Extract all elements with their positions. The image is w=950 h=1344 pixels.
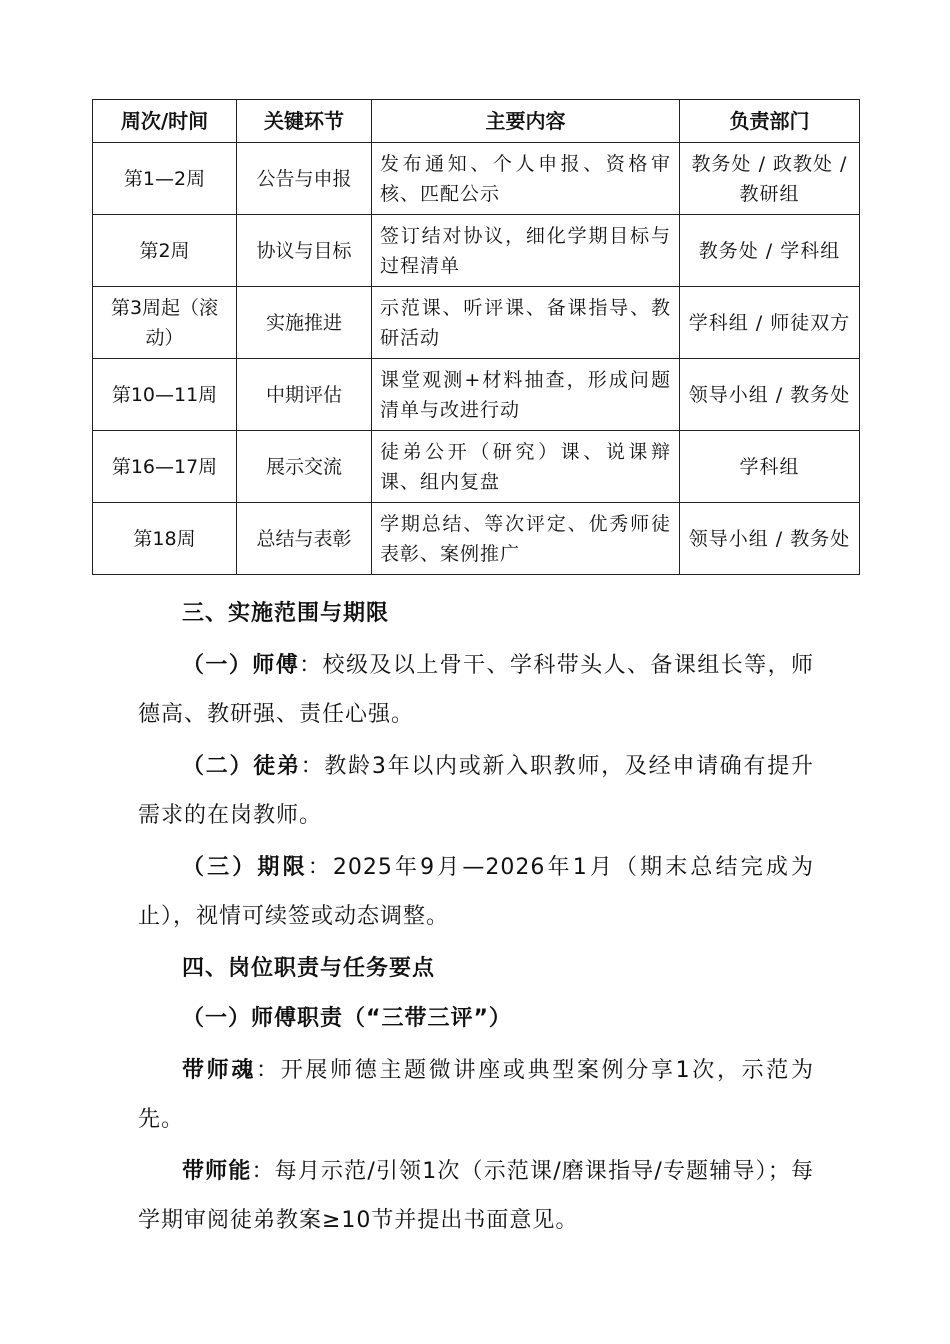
cell-content: 示范课、听评课、备课指导、教研活动 [372, 287, 680, 359]
cell-week: 第2周 [93, 215, 237, 287]
cell-stage: 公告与申报 [237, 143, 372, 215]
schedule-table [92, 99, 860, 575]
text-term: ：2025年9月—2026年1月（期末总结完成为止），视情可续签或动态调整。 [138, 855, 814, 929]
cell-week: 第3周起（滚动） [93, 287, 237, 359]
cell-content: 发布通知、个人申报、资格审核、匹配公示 [372, 143, 680, 215]
header-content: 主要内容 [372, 100, 680, 143]
table-row [93, 359, 860, 431]
cell-dept: 领导小组 / 教务处 [680, 359, 860, 431]
table-row [93, 143, 860, 215]
cell-stage: 总结与表彰 [237, 503, 372, 575]
body-text [138, 588, 814, 1245]
cell-dept: 教务处 / 学科组 [680, 215, 860, 287]
table-row [93, 503, 860, 575]
paragraph-ability [138, 1147, 814, 1245]
label-ability: 带师能 [182, 1159, 252, 1184]
section-heading-scope: 三、实施范围与期限 [182, 601, 390, 626]
cell-dept: 学科组 / 师徒双方 [680, 287, 860, 359]
paragraph-apprentice [138, 742, 814, 840]
text-apprentice: ：教龄3年以内或新入职教师，及经申请确有提升需求的在岗教师。 [138, 754, 814, 828]
cell-dept: 教务处 / 政教处 / 教研组 [680, 143, 860, 215]
cell-stage: 展示交流 [237, 431, 372, 503]
table-row [93, 431, 860, 503]
cell-dept: 领导小组 / 教务处 [680, 503, 860, 575]
paragraph-term [138, 843, 814, 941]
cell-content: 学期总结、等次评定、优秀师徒表彰、案例推广 [372, 503, 680, 575]
table-row [93, 215, 860, 287]
header-dept: 负责部门 [680, 100, 860, 143]
cell-stage: 中期评估 [237, 359, 372, 431]
label-term: （三）期限 [182, 855, 308, 880]
cell-week: 第10—11周 [93, 359, 237, 431]
table-row [93, 287, 860, 359]
section-heading-duties: 四、岗位职责与任务要点 [182, 956, 436, 981]
label-apprentice: （二）徒弟 [182, 754, 301, 779]
paragraph-soul [138, 1046, 814, 1144]
cell-week: 第18周 [93, 503, 237, 575]
cell-dept: 学科组 [680, 431, 860, 503]
cell-stage: 协议与目标 [237, 215, 372, 287]
cell-content: 课堂观测+材料抽查，形成问题清单与改进行动 [372, 359, 680, 431]
label-soul: 带师魂 [182, 1058, 257, 1083]
subheading-mentor-duties: （一）师傅职责（“三带三评”） [182, 1006, 512, 1031]
paragraph-mentor [138, 641, 814, 739]
header-stage: 关键环节 [237, 100, 372, 143]
label-mentor: （一）师傅 [182, 653, 300, 678]
text-soul: ：开展师德主题微讲座或典型案例分享1次，示范为先。 [138, 1058, 814, 1132]
cell-week: 第1—2周 [93, 143, 237, 215]
text-ability: ：每月示范/引领1次（示范课/磨课指导/专题辅导）；每学期审阅徒弟教案≥10节并提出书面意见。 [138, 1159, 814, 1233]
cell-content: 徒弟公开（研究）课、说课辩课、组内复盘 [372, 431, 680, 503]
header-week: 周次/时间 [93, 100, 237, 143]
cell-content: 签订结对协议，细化学期目标与过程清单 [372, 215, 680, 287]
cell-week: 第16—17周 [93, 431, 237, 503]
text-mentor: ：校级及以上骨干、学科带头人、备课组长等，师德高、教研强、责任心强。 [138, 653, 814, 727]
table-header-row [93, 100, 860, 143]
cell-stage: 实施推进 [237, 287, 372, 359]
